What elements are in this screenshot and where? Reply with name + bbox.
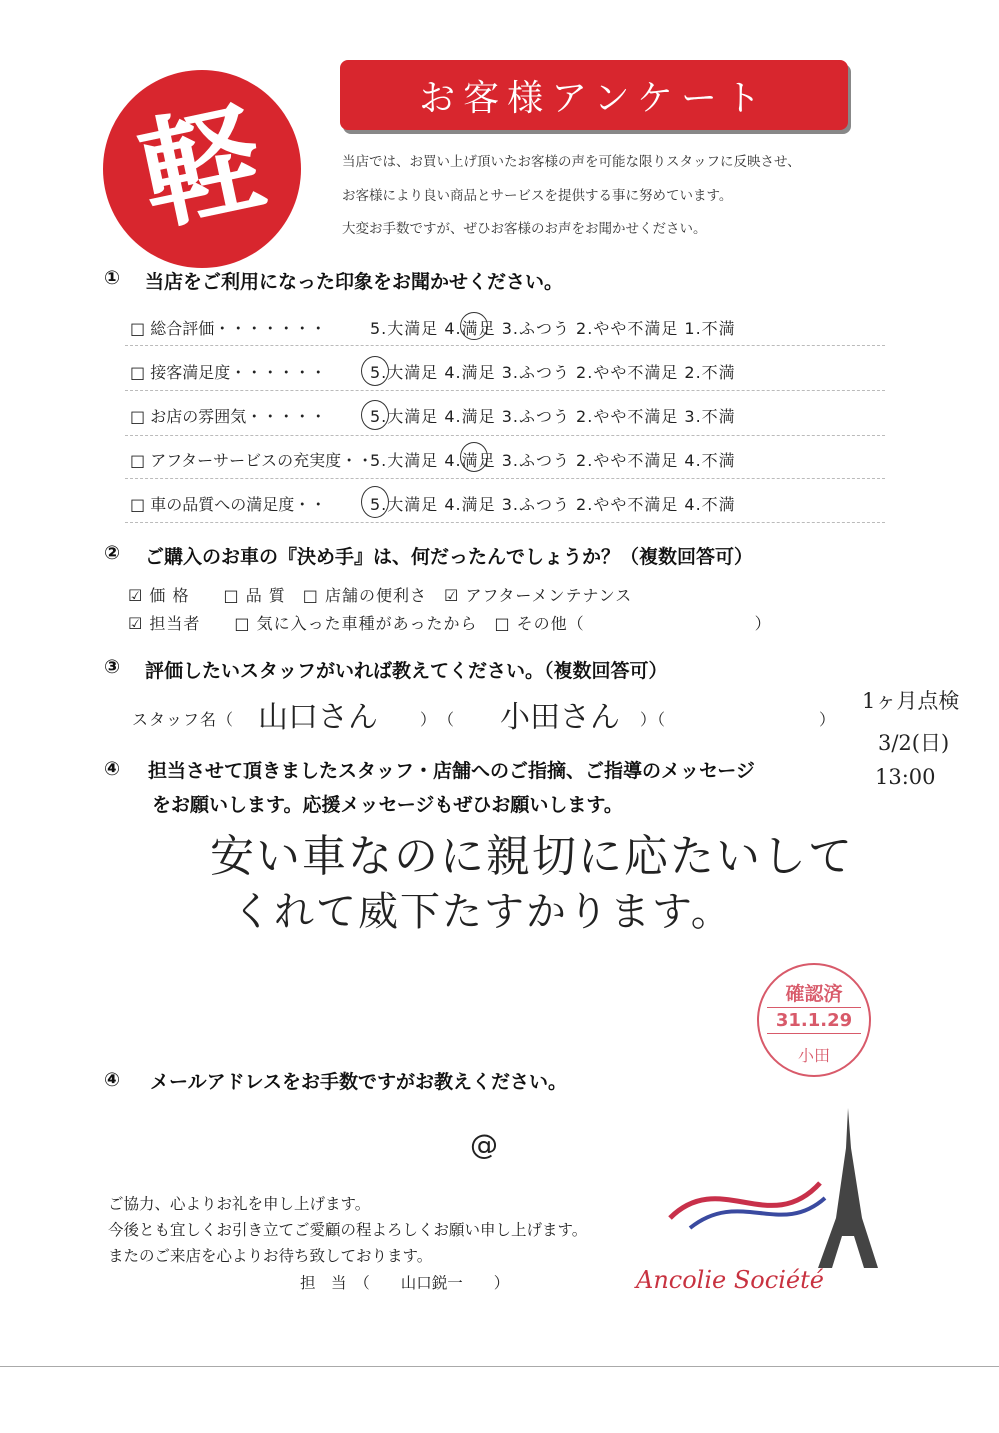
answer-circle [460, 312, 488, 340]
q1-row-options: 5.大満足 4.満足 3.ふつう 2.やや不満足 4.不満 [370, 495, 736, 514]
paren: ） （ [420, 710, 456, 729]
intro-line-3: 大変お手数ですが、ぜひお客様のお声をお聞かせください。 [342, 221, 707, 237]
stamp-top: 確認済 [785, 983, 843, 1005]
answer-circle [361, 356, 389, 386]
q1-row-options: 5.大満足 4.満足 3.ふつう 2.やや不満足 3.不満 [370, 407, 736, 426]
q1-row-label: □ お店の雰囲気・・・・・ [130, 407, 327, 426]
logo-char: 軽 [128, 88, 276, 249]
q1-row-options: 5.大満足 4.満足 3.ふつう 2.やや不満足 1.不満 [370, 319, 736, 338]
shop-logo [103, 70, 301, 268]
intro-line-2: お客様により良い商品とサービスを提供する事に努めています。 [342, 188, 733, 204]
q1-row-options: 5.大満足 4.満足 3.ふつう 2.やや不満足 2.不満 [370, 363, 736, 382]
confirmation-stamp [757, 963, 871, 1077]
q1-heading: 当店をご利用になった印象をお聞かせください。 [145, 271, 564, 293]
q2-heading: ご購入のお車の『決め手』は、何だったんでしょうか？（複数回答可） [145, 546, 754, 568]
divider [125, 478, 885, 479]
title-banner [340, 60, 848, 130]
stamp-date: 31.1.29 [767, 1007, 861, 1034]
handwritten-note-1: 1ヶ月点検 [862, 689, 960, 713]
page-title: お客様アンケート [419, 77, 769, 119]
q1-row-label: □ 総合評価・・・・・・・ [130, 319, 327, 338]
staff-name-2: 小田さん [500, 700, 620, 735]
q1-row-options: 5.大満足 4.満足 3.ふつう 2.やや不満足 4.不満 [370, 451, 736, 470]
q4-number: ④ [104, 758, 121, 780]
q2-number: ② [104, 542, 121, 564]
handwritten-note-2: 3/2(日) [878, 731, 950, 755]
answer-circle [361, 400, 389, 430]
email-at: @ [470, 1128, 498, 1161]
tantou: 担 当 （ 山口鋭一 ） [300, 1274, 510, 1292]
q1-row-label: □ 接客満足度・・・・・・ [130, 363, 327, 382]
intro-line-1: 当店では、お買い上げ頂いたお客様の声を可能な限りスタッフに反映させ、 [342, 154, 801, 170]
q4-heading-1: 担当させて頂きましたスタッフ・店舗へのご指摘、ご指導のメッセージ [148, 760, 755, 782]
answer-circle [361, 486, 389, 518]
footer-line-3: またのご来店を心よりお待ち致しております。 [108, 1247, 433, 1265]
footer-line-2: 今後とも宜しくお引き立てご愛顧の程よろしくお願い申し上げます。 [108, 1221, 588, 1239]
answer-circle [460, 442, 488, 472]
divider [125, 435, 885, 436]
divider [125, 345, 885, 346]
q3-heading: 評価したいスタッフがいれば教えてください。（複数回答可） [145, 660, 668, 682]
handwritten-message-2: くれて威下たすかります。 [232, 889, 733, 935]
q2-choices-line-1: ☑ 価 格 □ 品 質 □ 店舗の便利さ ☑ アフターメンテナンス [128, 586, 633, 605]
divider [125, 522, 885, 523]
stamp-bottom: 小田 [797, 1046, 830, 1065]
footer-line-1: ご協力、心よりお礼を申し上げます。 [108, 1195, 371, 1213]
q1-number: ① [104, 267, 121, 289]
q2-choices-line-2: ☑ 担当者 □ 気に入った車種があったから □ その他（ ） [128, 614, 772, 633]
q1-row-label: □ 車の品質への満足度・・ [130, 495, 327, 514]
staff-name-label: スタッフ名（ [132, 710, 235, 729]
q1-row-label: □ アフターサービスの充実度・・ [130, 451, 374, 470]
q4-heading-2: をお願いします。応援メッセージもぜひお願いします。 [152, 794, 623, 816]
handwritten-message-1: 安い車なのに親切に応たいして [210, 831, 854, 882]
bottom-rule [0, 1366, 999, 1367]
staff-name-1: 山口さん [258, 700, 378, 735]
paren: ）（ ） [640, 710, 837, 729]
handwritten-note-3: 13:00 [875, 765, 936, 789]
divider [125, 390, 885, 391]
q5-heading: メールアドレスをお手数ですがお教えください。 [150, 1071, 568, 1093]
brand-name: Ancolie Société [636, 1266, 824, 1294]
q5-number: ④ [104, 1069, 121, 1091]
q3-number: ③ [104, 656, 121, 678]
